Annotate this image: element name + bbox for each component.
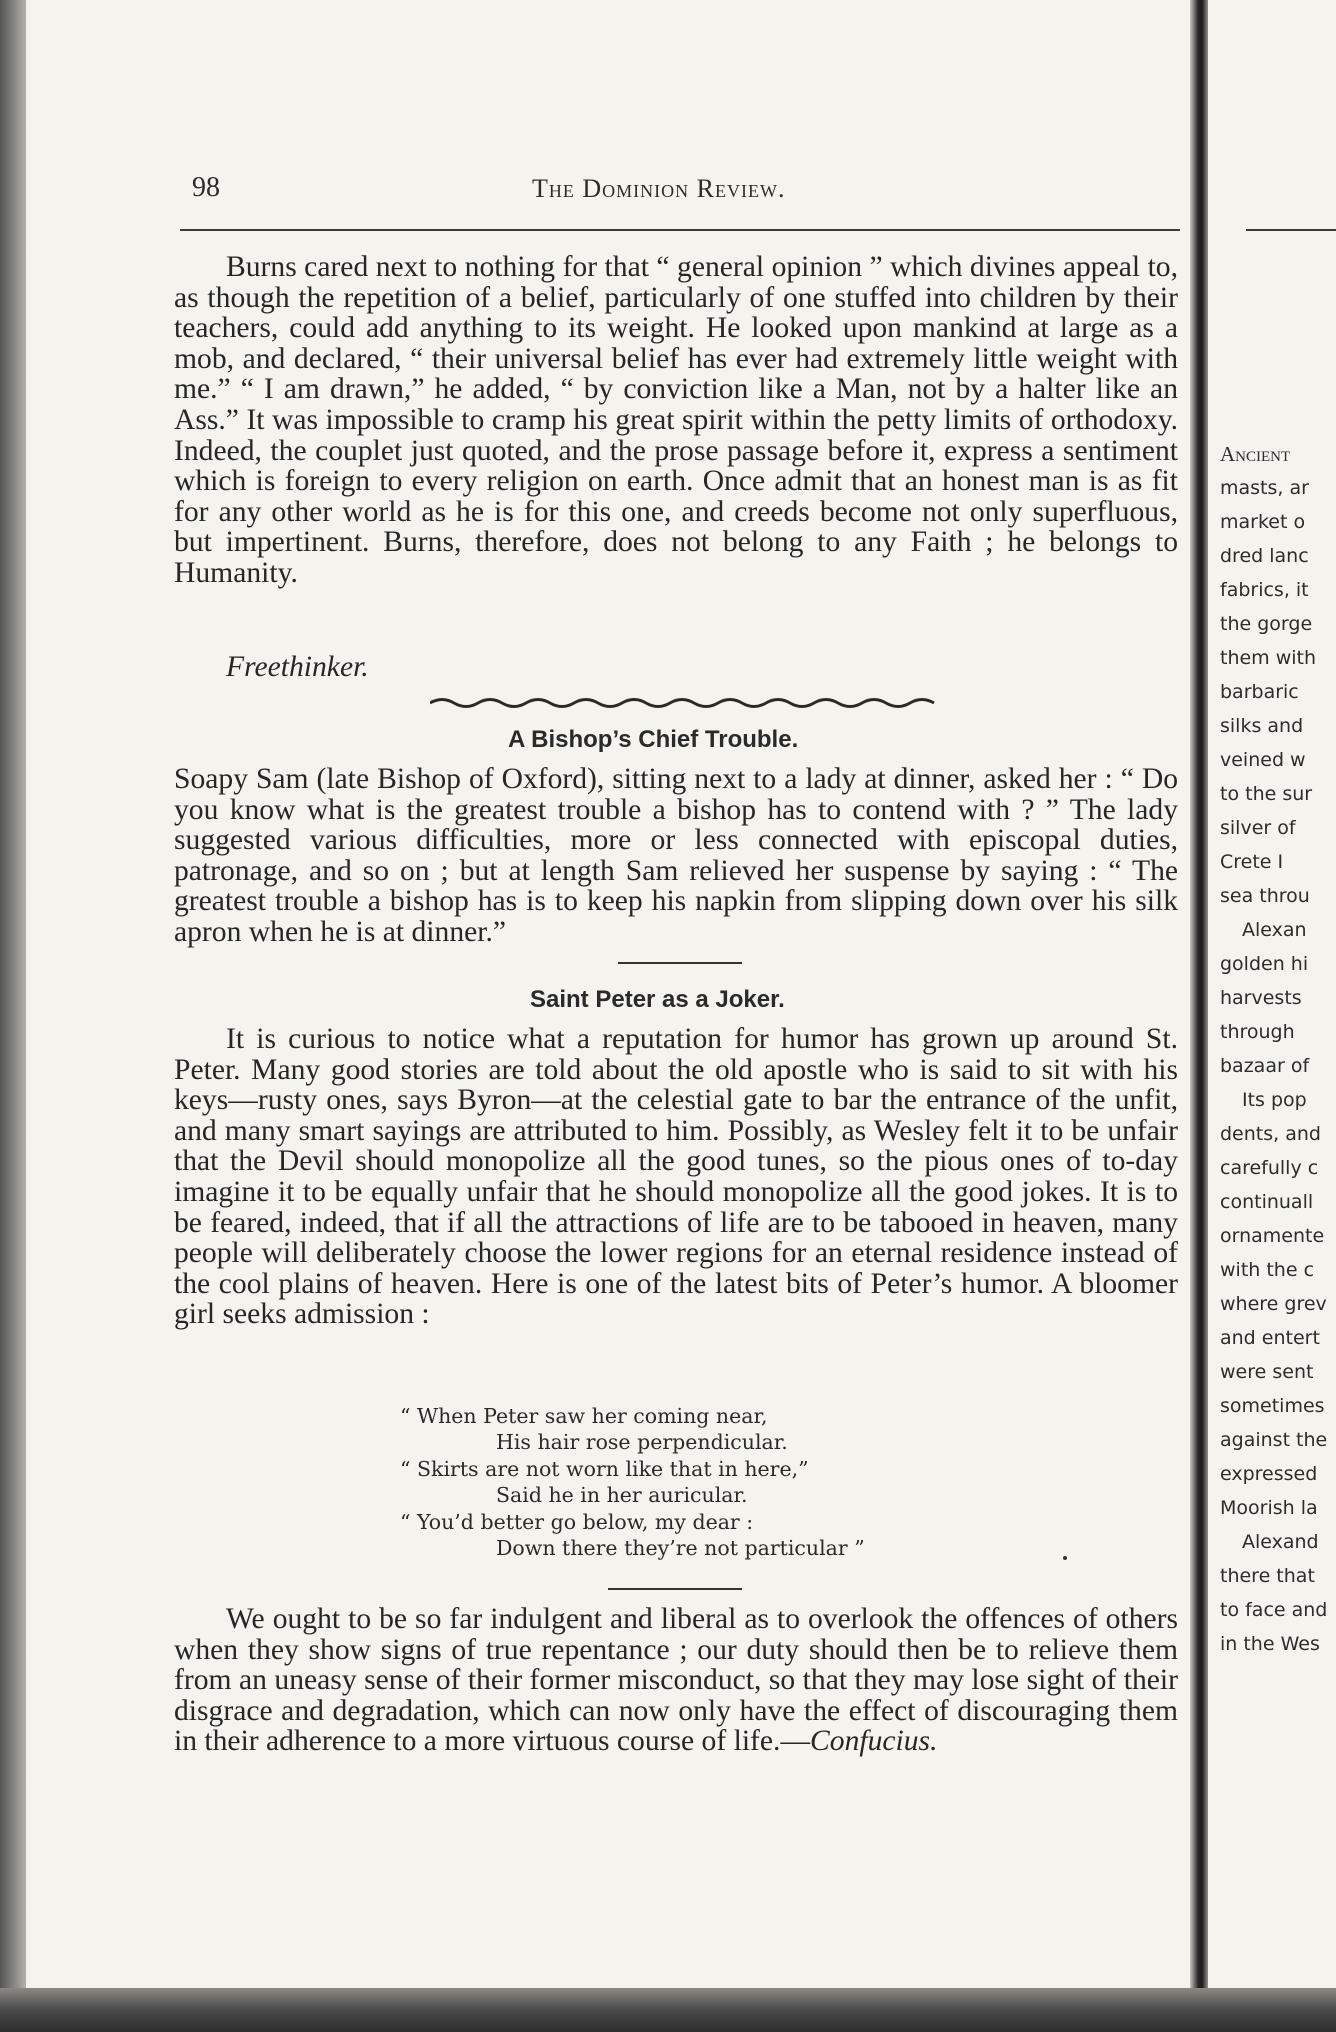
right-line: to face and [1220, 1599, 1328, 1621]
print-speck [1063, 1556, 1067, 1560]
right-line: dred lanc [1220, 545, 1309, 567]
verse-line: His hair rose perpendicular. [496, 1430, 788, 1455]
right-line: dents, and [1220, 1123, 1321, 1145]
wavy-divider [430, 694, 940, 712]
running-head [192, 172, 1180, 212]
bishop-body: Soapy Sam (late Bishop of Oxford), sitting next to a lady at dinner, asked her : “ Do you know what is the greatest trouble a bishop has to contend with ? ” The lady suggested various difficulties, more or less connected with episcopal duties, patronage, and so on ; but at length Sam relieved her suspense by saying : “ The greatest trouble a bishop has is to keep his napkin from slipping down over his silk apron when he is at dinner.” [174, 763, 1178, 948]
section-divider-2 [608, 1588, 742, 1590]
confucius-body: We ought to be so far indulgent and liberal as to overlook the offences of others when they show signs of true repentance ; our duty should then be to relieve them from an uneasy sense of their former misconduct, so that they may lose sight of their disgrace and degradation, which can now only have the effect of discouraging them in their adherence to a more virtuous course of life.— [174, 1603, 1178, 1758]
right-line: silver of [1220, 817, 1296, 839]
header-rule [180, 229, 1180, 231]
scan-edge-bottom [0, 1988, 1336, 2032]
burns-paragraph [174, 252, 1178, 589]
right-line: were sent [1220, 1361, 1314, 1383]
right-line: ornamente [1220, 1225, 1325, 1247]
verse-line: Said he in her auricular. [496, 1483, 748, 1508]
journal-title: The Dominion Review. [532, 174, 786, 203]
burns-source [174, 652, 1178, 683]
peter-heading: Saint Peter as a Joker. [530, 986, 785, 1013]
right-line: barbaric [1220, 681, 1299, 703]
right-line: against the [1220, 1429, 1328, 1451]
right-line: Moorish la [1220, 1497, 1318, 1519]
right-line: silks and [1220, 715, 1304, 737]
right-line: bazaar of [1220, 1055, 1310, 1077]
right-line: continuall [1220, 1191, 1314, 1213]
peter-verse [400, 1403, 960, 1561]
right-line: Ancient [1220, 442, 1291, 466]
page-number: 98 [192, 172, 220, 203]
right-line: Alexan [1242, 919, 1307, 941]
bishop-heading: A Bishop’s Chief Trouble. [508, 726, 799, 753]
right-line: expressed [1220, 1463, 1318, 1485]
page-gutter [1190, 0, 1210, 2032]
burns-source-text: Freethinker. [226, 651, 369, 683]
right-line: carefully c [1220, 1157, 1319, 1179]
right-header-rule [1246, 229, 1336, 231]
right-line: Its pop [1242, 1089, 1307, 1111]
right-line: with the c [1220, 1259, 1315, 1281]
confucius-source: Confucius. [810, 1725, 938, 1758]
right-line: where grev [1220, 1293, 1327, 1315]
right-line: to the sur [1220, 783, 1313, 805]
scan-edge-left [0, 0, 28, 2032]
right-line: fabrics, it [1220, 579, 1309, 601]
right-line: in the Wes [1220, 1633, 1320, 1655]
peter-body: It is curious to notice what a reputation for humor has grown up around St. Peter. Many good stories are told about the old apostle who is said to sit with his keys—rusty ones, says Byron—at the celestial gate to bar the entrance of the unfit, and many smart sayings are attributed to him. Possibly, as Wesley felt it to be unfair that the Devil should monopolize all the good tunes, so the pious ones of to-day imagine it to be equally unfair that he should monopolize all the good jokes. It is to be feared, indeed, that if all the attractions of life are to be tabooed in heaven, many people will deliberately choose the lower regions for an eternal residence instead of the cool plains of heaven. Here is one of the latest bits of Peter’s humor. A bloomer girl seeks admission : [174, 1023, 1178, 1331]
right-line: the gorge [1220, 613, 1313, 635]
right-line: and entert [1220, 1327, 1320, 1349]
right-line: there that [1220, 1565, 1315, 1587]
verse-line: Down there they’re not particular ” [496, 1535, 865, 1560]
section-divider-1 [618, 962, 742, 964]
right-line: through [1220, 1021, 1295, 1043]
burns-body: Burns cared next to nothing for that “ general opinion ” which divines appeal to, as though the repetition of a belief, particularly of one stuffed into children by their teachers, could add anything to its weight. He looked upon mankind at large as a mob, and declared, “ their universal belief has ever had extremely little weight with me.” “ I am drawn,” he added, “ by conviction like a Man, not by a halter like an Ass.” It was impossible to cramp his great spirit within the petty limits of orthodoxy. Indeed, the couplet just quoted, and the prose passage before it, express a sentiment which is foreign to every religion on earth. Once admit that an honest man is as fit for any other world as he is for this one, and creeds become not only superfluous, but impertinent. Burns, therefore, does not belong to any Faith ; he belongs to Humanity. [174, 251, 1178, 589]
verse-line: “ Skirts are not worn like that in here,” [400, 1456, 809, 1481]
right-line: golden hi [1220, 953, 1309, 975]
bishop-paragraph [174, 764, 1178, 948]
confucius-paragraph [174, 1604, 1178, 1757]
right-line: sometimes [1220, 1395, 1325, 1417]
right-line: Crete I [1220, 851, 1284, 873]
peter-paragraph [174, 1024, 1178, 1330]
right-line: veined w [1220, 749, 1306, 771]
right-line: Alexand [1242, 1531, 1319, 1553]
right-line: them with [1220, 647, 1317, 669]
right-page-column [1220, 437, 1336, 1661]
right-line: masts, ar [1220, 477, 1309, 499]
verse-line: “ When Peter saw her coming near, [400, 1404, 768, 1428]
right-line: sea throu [1220, 885, 1310, 907]
right-page [1208, 0, 1336, 1990]
right-line: harvests [1220, 987, 1302, 1009]
verse-line: “ You’d better go below, my dear : [400, 1509, 754, 1534]
right-line: market o [1220, 511, 1306, 533]
